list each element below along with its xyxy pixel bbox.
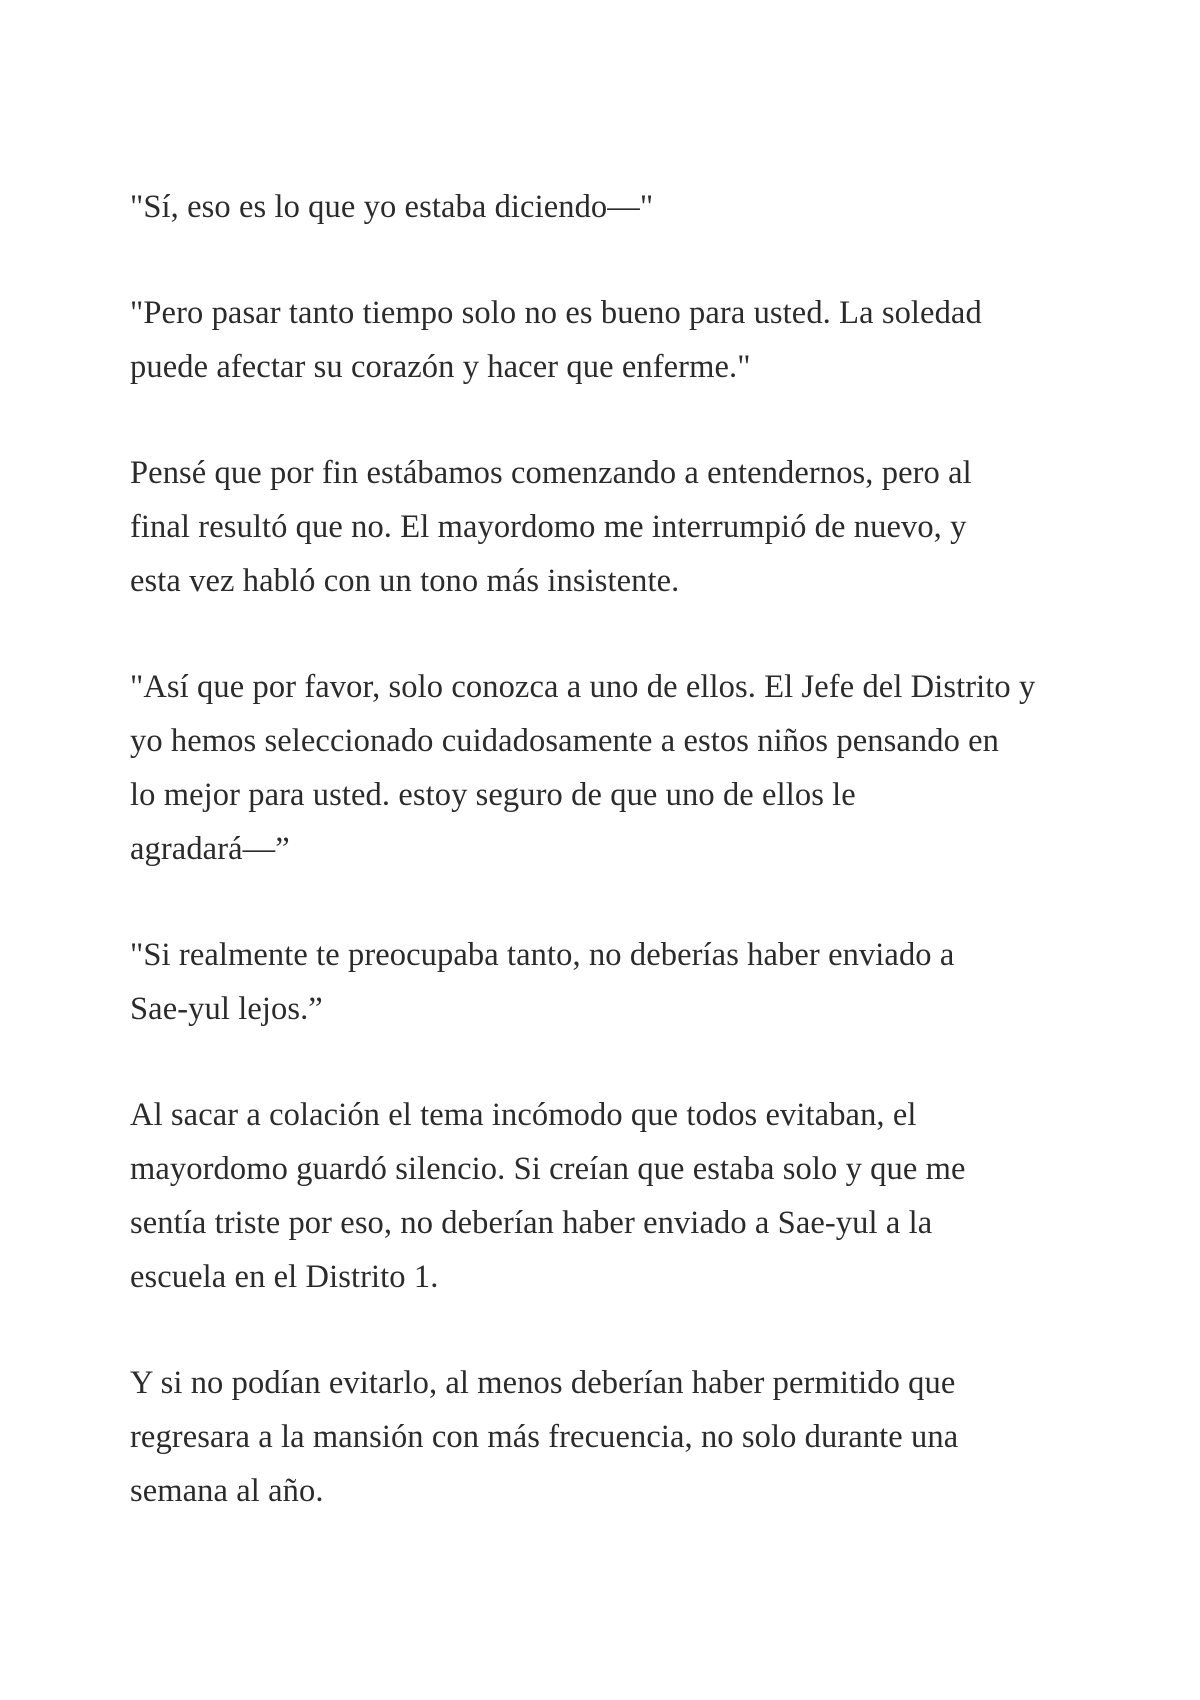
paragraph-1 — [130, 180, 1070, 234]
paragraph-line: escuela en el Distrito 1. — [130, 1259, 439, 1295]
paragraph-line: "Así que por favor, solo conozca a uno de ellos. El Jefe del Distrito y — [130, 669, 1036, 705]
paragraph-7 — [130, 1356, 1070, 1518]
paragraph-line: Y si no podían evitarlo, al menos deberían haber permitido que — [130, 1365, 956, 1401]
paragraph-line: final resultó que no. El mayordomo me interrumpió de nuevo, y — [130, 509, 967, 545]
paragraph-2 — [130, 286, 1070, 394]
paragraph-line: mayordomo guardó silencio. Si creían que estaba solo y que me — [130, 1151, 966, 1187]
paragraph-line: "Sí, eso es lo que yo estaba diciendo—" — [130, 189, 654, 225]
paragraph-line: Pensé que por fin estábamos comenzando a entendernos, pero al — [130, 455, 972, 491]
paragraph-line: regresara a la mansión con más frecuencia, no solo durante una — [130, 1419, 959, 1455]
paragraph-5 — [130, 928, 1070, 1036]
paragraph-line: semana al año. — [130, 1473, 324, 1509]
paragraph-line: esta vez habló con un tono más insistente. — [130, 563, 680, 599]
paragraph-line: Sae-yul lejos.” — [130, 991, 323, 1027]
paragraph-line: agradará—” — [130, 831, 290, 867]
paragraph-3 — [130, 446, 1070, 608]
paragraph-6 — [130, 1088, 1070, 1304]
paragraph-line: Al sacar a colación el tema incómodo que todos evitaban, el — [130, 1097, 917, 1133]
paragraph-line: lo mejor para usted. estoy seguro de que uno de ellos le — [130, 777, 856, 813]
paragraph-4 — [130, 660, 1070, 876]
paragraph-line: "Si realmente te preocupaba tanto, no deberías haber enviado a — [130, 937, 955, 973]
paragraph-line: sentía triste por eso, no deberían haber enviado a Sae-yul a la — [130, 1205, 933, 1241]
paragraph-line: "Pero pasar tanto tiempo solo no es bueno para usted. La soledad — [130, 295, 982, 331]
paragraph-line: yo hemos seleccionado cuidadosamente a estos niños pensando en — [130, 723, 1000, 759]
paragraph-line: puede afectar su corazón y hacer que enferme." — [130, 349, 751, 385]
